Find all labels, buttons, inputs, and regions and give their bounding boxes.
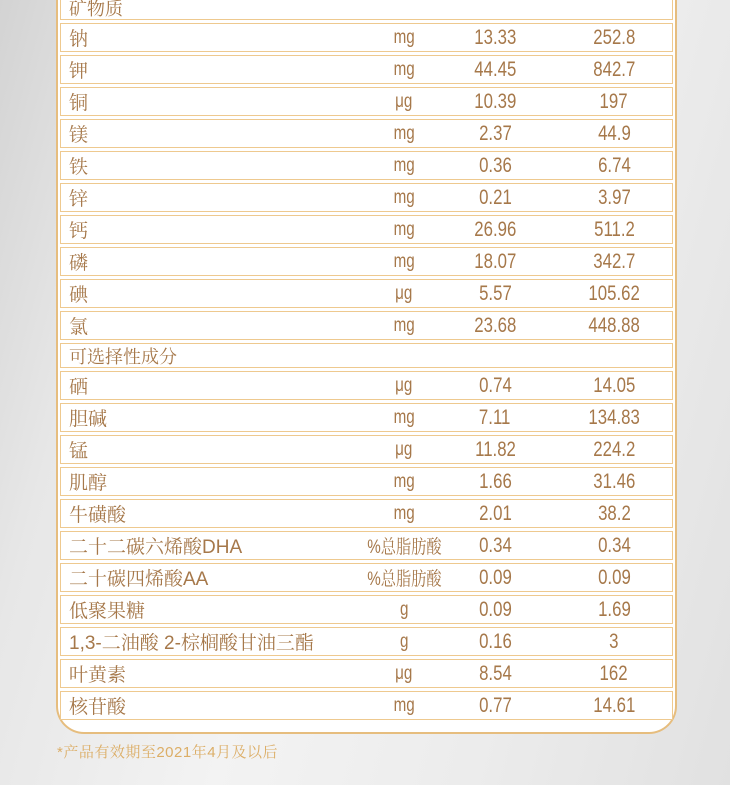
nutrient-value-2-text: 162 — [599, 661, 629, 685]
nutrient-value-2 — [556, 598, 672, 622]
nutrient-value-2-text: 6.74 — [597, 153, 631, 177]
nutrient-value-1-text: 7.11 — [479, 405, 511, 429]
nutrient-value-1-text: 0.36 — [478, 153, 512, 177]
nutrient-unit — [344, 283, 464, 305]
nutrient-value-2 — [556, 566, 672, 590]
nutrient-value-1 — [464, 282, 526, 306]
nutrient-value-2-text: 14.61 — [592, 693, 636, 717]
nutrient-value-2-text: 44.9 — [597, 121, 631, 145]
nutrient-row — [60, 215, 673, 244]
nutrient-value-2 — [556, 438, 672, 462]
nutrient-value-1-text: 0.74 — [478, 373, 512, 397]
nutrient-value-2 — [556, 502, 672, 526]
nutrient-unit-text: mg — [393, 218, 415, 240]
nutrient-name: 钾 — [69, 61, 89, 82]
nutrient-value-2-text: 105.62 — [588, 281, 640, 305]
nutrient-value-2-text: 224.2 — [592, 437, 636, 461]
nutrient-value-1 — [464, 566, 526, 590]
nutrient-value-2 — [556, 58, 672, 82]
nutrient-unit — [344, 599, 464, 621]
nutrient-unit-text: mg — [393, 406, 415, 428]
nutrient-unit-text: mg — [393, 186, 415, 208]
nutrient-unit-text: μg — [395, 662, 413, 684]
nutrient-row — [60, 119, 673, 148]
nutrient-unit — [344, 471, 464, 493]
nutrient-name: 二十二碳六烯酸DHA — [69, 537, 243, 558]
nutrient-value-1 — [464, 58, 526, 82]
nutrient-unit-text: μg — [395, 438, 413, 460]
nutrient-value-2-text: 842.7 — [592, 57, 636, 81]
nutrient-value-1-text: 44.45 — [473, 57, 517, 81]
nutrient-row — [60, 183, 673, 212]
nutrient-value-1 — [464, 250, 526, 274]
nutrient-unit — [344, 564, 464, 591]
nutrient-value-2 — [556, 26, 672, 50]
nutrient-unit — [344, 439, 464, 461]
nutrient-value-1-text: 0.21 — [478, 185, 512, 209]
nutrient-value-1-text: 10.39 — [473, 89, 517, 113]
nutrient-unit-text: μg — [395, 374, 413, 396]
nutrient-name: 二十碳四烯酸AA — [69, 569, 209, 590]
nutrient-name: 钙 — [69, 221, 89, 242]
nutrient-value-1-text: 0.09 — [478, 565, 512, 589]
nutrient-value-1-text: 2.37 — [478, 121, 512, 145]
nutrient-unit-text: mg — [393, 26, 415, 48]
nutrient-unit — [344, 59, 464, 81]
nutrient-value-1-text: 5.57 — [478, 281, 512, 305]
nutrient-row — [60, 531, 673, 560]
section-title: 可选择性成分 — [69, 346, 177, 367]
nutrient-row — [60, 311, 673, 340]
nutrient-name: 铁 — [69, 157, 89, 178]
nutrient-name: 胆碱 — [69, 409, 108, 430]
nutrient-unit — [344, 315, 464, 337]
nutrient-value-1 — [464, 438, 526, 462]
nutrient-value-1-text: 26.96 — [473, 217, 517, 241]
nutrient-unit-text: g — [399, 630, 409, 652]
nutrient-name: 氯 — [69, 317, 89, 338]
nutrient-value-2-text: 3 — [609, 629, 619, 653]
nutrient-unit-text: mg — [393, 122, 415, 144]
nutrient-unit — [344, 631, 464, 653]
nutrient-value-2-text: 1.69 — [597, 597, 631, 621]
nutrient-value-2-text: 252.8 — [592, 25, 636, 49]
nutrient-row — [60, 627, 673, 656]
nutrient-name: 核苷酸 — [69, 697, 127, 718]
nutrient-value-1 — [464, 598, 526, 622]
nutrient-value-1-text: 13.33 — [473, 25, 517, 49]
nutrient-value-1-text: 23.68 — [473, 313, 517, 337]
nutrient-unit — [344, 219, 464, 241]
nutrient-name: 硒 — [69, 377, 89, 398]
nutrient-value-1-text: 0.16 — [478, 629, 512, 653]
nutrient-row — [60, 595, 673, 624]
nutrient-row — [60, 55, 673, 84]
nutrient-unit — [344, 503, 464, 525]
nutrient-unit-text: %总脂肪酸 — [366, 537, 442, 558]
nutrient-unit — [344, 375, 464, 397]
section-header-row — [60, 0, 673, 20]
nutrient-unit — [344, 251, 464, 273]
nutrient-row — [60, 691, 673, 720]
nutrient-value-1 — [464, 374, 526, 398]
nutrient-value-1-text: 0.34 — [478, 533, 512, 557]
nutrient-row — [60, 151, 673, 180]
nutrient-name: 1,3-二油酸 2-棕榈酸甘油三酯 — [69, 633, 314, 654]
nutrient-value-2 — [556, 282, 672, 306]
nutrient-row — [60, 23, 673, 52]
nutrient-name: 锌 — [69, 189, 89, 210]
nutrient-value-1 — [464, 154, 526, 178]
nutrient-value-2 — [556, 90, 672, 114]
nutrient-value-1 — [464, 662, 526, 686]
nutrient-value-1 — [464, 26, 526, 50]
nutrient-value-2 — [556, 470, 672, 494]
nutrient-value-1 — [464, 534, 526, 558]
nutrient-value-2-text: 0.09 — [597, 565, 631, 589]
nutrient-row — [60, 435, 673, 464]
nutrient-value-2-text: 31.46 — [592, 469, 636, 493]
nutrient-value-1-text: 2.01 — [478, 501, 512, 525]
nutrient-value-1-text: 18.07 — [473, 249, 517, 273]
nutrient-row — [60, 563, 673, 592]
nutrient-name: 碘 — [69, 285, 89, 306]
nutrient-value-1 — [464, 502, 526, 526]
nutrient-unit — [344, 407, 464, 429]
nutrient-unit — [344, 155, 464, 177]
nutrient-unit-text: mg — [393, 314, 415, 336]
nutrient-name: 牛磺酸 — [69, 505, 127, 526]
nutrient-value-1 — [464, 406, 526, 430]
nutrient-name: 铜 — [69, 93, 89, 114]
nutrient-value-2-text: 511.2 — [593, 217, 635, 241]
nutrient-value-1-text: 1.66 — [478, 469, 512, 493]
nutrient-row — [60, 279, 673, 308]
nutrient-unit-text: μg — [395, 90, 413, 112]
nutrient-value-2 — [556, 186, 672, 210]
nutrient-value-1 — [464, 218, 526, 242]
nutrient-unit-text: mg — [393, 694, 415, 716]
nutrient-unit — [344, 123, 464, 145]
nutrient-unit-text: mg — [393, 470, 415, 492]
nutrient-name: 锰 — [69, 441, 89, 462]
nutrient-value-2-text: 134.83 — [588, 405, 640, 429]
nutrient-name: 肌醇 — [69, 473, 108, 494]
nutrient-unit-text: mg — [393, 502, 415, 524]
nutrient-value-2 — [556, 250, 672, 274]
section-title: 矿物质 — [69, 0, 123, 19]
nutrient-row — [60, 247, 673, 276]
nutrient-row — [60, 87, 673, 116]
validity-footnote: *产品有效期至2021年4月及以后 — [57, 744, 279, 761]
section-header-row — [60, 343, 673, 368]
nutrient-value-2-text: 3.97 — [597, 185, 631, 209]
nutrient-value-2-text: 197 — [599, 89, 629, 113]
nutrient-name: 低聚果糖 — [69, 601, 146, 622]
nutrient-value-1-text: 8.54 — [478, 661, 512, 685]
nutrient-name: 镁 — [69, 125, 89, 146]
nutrition-table — [56, 0, 677, 734]
nutrient-value-2-text: 342.7 — [592, 249, 636, 273]
nutrient-value-1 — [464, 470, 526, 494]
nutrient-value-2 — [556, 662, 672, 686]
nutrient-value-2 — [556, 122, 672, 146]
nutrient-unit-text: %总脂肪酸 — [366, 569, 442, 590]
nutrient-row — [60, 659, 673, 688]
nutrient-row — [60, 499, 673, 528]
nutrient-unit — [344, 27, 464, 49]
nutrient-value-1 — [464, 314, 526, 338]
nutrient-unit-text: mg — [393, 250, 415, 272]
nutrient-unit-text: mg — [393, 58, 415, 80]
nutrient-row — [60, 467, 673, 496]
nutrient-row — [60, 371, 673, 400]
nutrient-value-1 — [464, 90, 526, 114]
nutrient-value-2 — [556, 374, 672, 398]
nutrient-unit — [344, 695, 464, 717]
nutrient-unit — [344, 663, 464, 685]
nutrient-value-1-text: 0.77 — [478, 693, 512, 717]
nutrient-name: 磷 — [69, 253, 89, 274]
nutrient-value-2-text: 38.2 — [597, 501, 631, 525]
nutrient-value-1-text: 0.09 — [478, 597, 512, 621]
nutrient-unit — [344, 532, 464, 559]
nutrient-unit — [344, 91, 464, 113]
nutrient-value-1 — [464, 122, 526, 146]
nutrient-value-2 — [556, 694, 672, 718]
nutrient-row — [60, 403, 673, 432]
nutrient-value-2-text: 0.34 — [597, 533, 631, 557]
nutrient-value-2 — [556, 406, 672, 430]
nutrient-value-1-text: 11.82 — [474, 437, 516, 461]
nutrient-value-1 — [464, 186, 526, 210]
nutrient-unit-text: g — [399, 598, 409, 620]
nutrient-value-2 — [556, 218, 672, 242]
nutrient-value-2 — [556, 630, 672, 654]
nutrient-unit — [344, 187, 464, 209]
nutrient-value-2 — [556, 534, 672, 558]
nutrient-value-2-text: 448.88 — [588, 313, 640, 337]
nutrient-value-2 — [556, 154, 672, 178]
nutrient-name: 叶黄素 — [69, 665, 127, 686]
nutrient-unit-text: μg — [395, 282, 413, 304]
nutrient-value-1 — [464, 694, 526, 718]
nutrient-value-2 — [556, 314, 672, 338]
nutrient-value-1 — [464, 630, 526, 654]
nutrient-unit-text: mg — [393, 154, 415, 176]
nutrient-name: 钠 — [69, 29, 89, 50]
nutrient-value-2-text: 14.05 — [592, 373, 636, 397]
